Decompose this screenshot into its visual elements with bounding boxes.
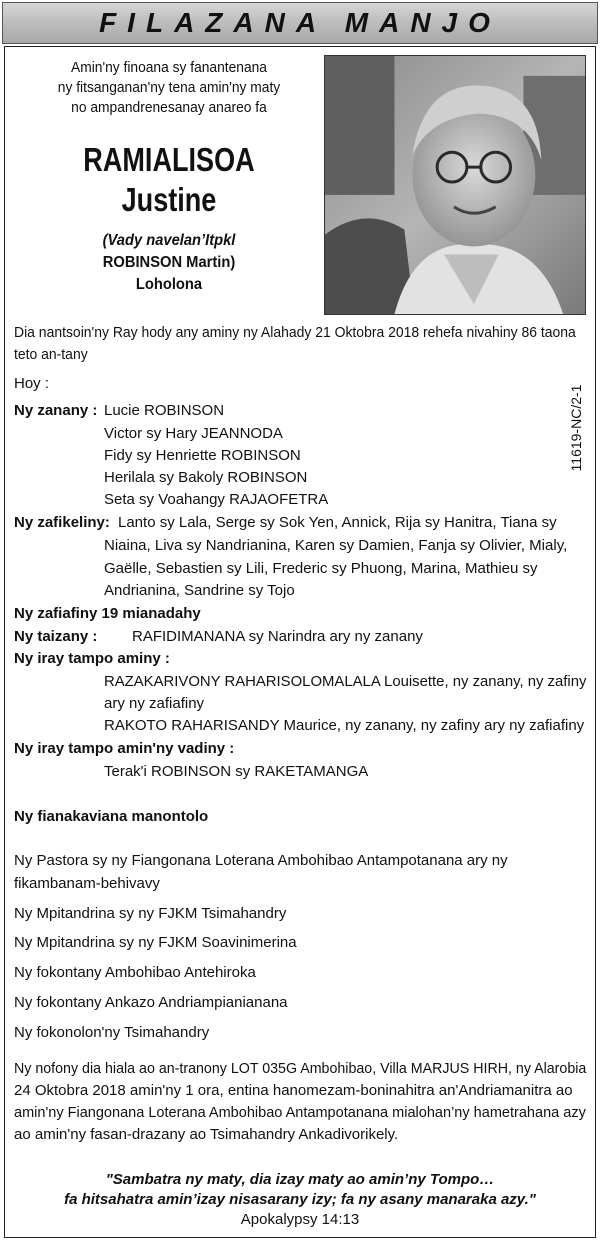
paren-close: ): [230, 254, 236, 271]
iray-tampo-line: RAKOTO RAHARISANDY Maurice, ny zanany, ny zafiny ary ny zafiafiny: [104, 717, 585, 734]
quote-line: fa hitsahatra amin’izay nisasarany izy; fa ny asany manaraka azy.": [64, 1191, 536, 1208]
zafiafiny-text: Ny zafiafiny 19 mianadahy: [14, 605, 201, 622]
intro-text: [26, 58, 311, 118]
bible-quote: [14, 1170, 586, 1230]
iray-tampo-line: RAZAKARIVONY RAHARISOLOMALALA Louisette, ny zanany, ny zafiny: [104, 673, 587, 690]
zanany-item: Victor sy Hary JEANNODA: [104, 425, 283, 442]
zafikeliny-line: Andrianina, Sandrine sy Tojo: [104, 582, 295, 599]
reference-code: [566, 385, 586, 475]
organization-line: Ny Mpitandrina sy ny FJKM Tsimahandry: [14, 905, 287, 922]
deceased-firstname: Justine: [121, 181, 217, 218]
announcement: [14, 322, 586, 366]
zanany-item: Fidy sy Henriette ROBINSON: [104, 447, 301, 464]
quote-source: Apokalypsy 14:13: [240, 1211, 360, 1228]
funeral-line: amin'ny Fiangonana Loterana Ambohibao Antampotanana mialohan’ny hametrahana azy: [14, 1104, 586, 1121]
deceased-details: [26, 230, 311, 296]
announcement-text: Dia nantsoin'ny Ray hody any aminy ny Alahady 21 Oktobra 2018 rehefa nivahiny 86 taona teto an-tany: [14, 324, 576, 363]
deceased-title: Loholona: [135, 276, 203, 293]
zanany-item: Seta sy Voahangy RAJAOFETRA: [104, 491, 329, 508]
organization-line: Ny Mpitandrina sy ny FJKM Soavinimerina: [14, 934, 297, 951]
zanany-label: Ny zanany :: [14, 402, 98, 419]
organization-line: Ny fokontany Ankazo Andriampianianana: [14, 994, 288, 1011]
portrait-image: [325, 56, 585, 314]
funeral-line: ao amin'ny fasan-drazany ao Tsimahandry Ankadivorikely.: [14, 1126, 399, 1143]
taizany-label: Ny taizany :: [14, 628, 98, 645]
title-banner: [2, 2, 598, 44]
quote-line: "Sambatra ny maty, dia izay maty ao amin’ny Tompo…: [105, 1171, 495, 1188]
portrait-photo: [324, 55, 586, 315]
fianakaviana-text: Ny fianakaviana manontolo: [14, 808, 209, 825]
zafikeliny-label: Ny zafikeliny:: [14, 514, 110, 531]
hoy-label: Hoy :: [14, 375, 50, 392]
zafikeliny-line: Gaëlle, Sebastien sy Lili, Frederic sy Phuong, Marina, Mathieu sy: [104, 560, 538, 577]
iray-tampo-label: Ny iray tampo aminy :: [14, 650, 170, 667]
widow-of-text: (Vady navelan’Itpkl: [102, 232, 236, 249]
iray-tampo-vadiny-label: Ny iray tampo amin'ny vadiny :: [14, 740, 235, 757]
reference-text: 11619-NC/2-1: [568, 384, 584, 472]
intro-line: ny fitsanganan'ny tena amin'ny maty: [57, 79, 281, 96]
iray-tampo-line: ary ny zafiafiny: [104, 695, 205, 712]
intro-line: Amin'ny finoana sy fanantenana: [71, 59, 267, 76]
organization-line: Ny fokonolon'ny Tsimahandry: [14, 1024, 210, 1041]
deceased-name: [42, 140, 296, 220]
zanany-item: Lucie ROBINSON: [104, 402, 225, 419]
organization-line: fikambanam-behivavy: [14, 875, 160, 892]
zafikeliny-line: Niaina, Liva sy Nandrianina, Karen sy Damien, Fanja sy Olivier, Mialy,: [104, 537, 568, 554]
husband-name: ROBINSON Martin: [102, 254, 231, 271]
intro-line: no ampandrenesanay anareo fa: [71, 99, 267, 116]
funeral-line: 24 Oktobra 2018 amin'ny 1 ora, entina hanomezam-boninahitra an'Andriamanitra ao: [14, 1082, 573, 1099]
organization-line: Ny fokontany Ambohibao Antehiroka: [14, 964, 256, 981]
taizany-value: RAFIDIMANANA sy Narindra ary ny zanany: [132, 628, 423, 645]
iray-tampo-vadiny-value: Terak'i ROBINSON sy RAKETAMANGA: [104, 763, 369, 780]
banner-title: FILAZANA MANJO: [99, 7, 501, 38]
zanany-item: Herilala sy Bakoly ROBINSON: [104, 469, 308, 486]
deceased-surname: RAMIALISOA: [83, 141, 255, 178]
organization-line: Ny Pastora sy ny Fiangonana Loterana Ambohibao Antampotanana ary ny: [14, 852, 508, 869]
zafikeliny-line: Lanto sy Lala, Serge sy Sok Yen, Annick, Rija sy Hanitra, Tiana sy: [118, 514, 557, 531]
funeral-line: Ny nofony dia hiala ao an-tranony LOT 035G Ambohibao, Villa MARJUS HIRH, ny Alarobia: [14, 1060, 587, 1077]
